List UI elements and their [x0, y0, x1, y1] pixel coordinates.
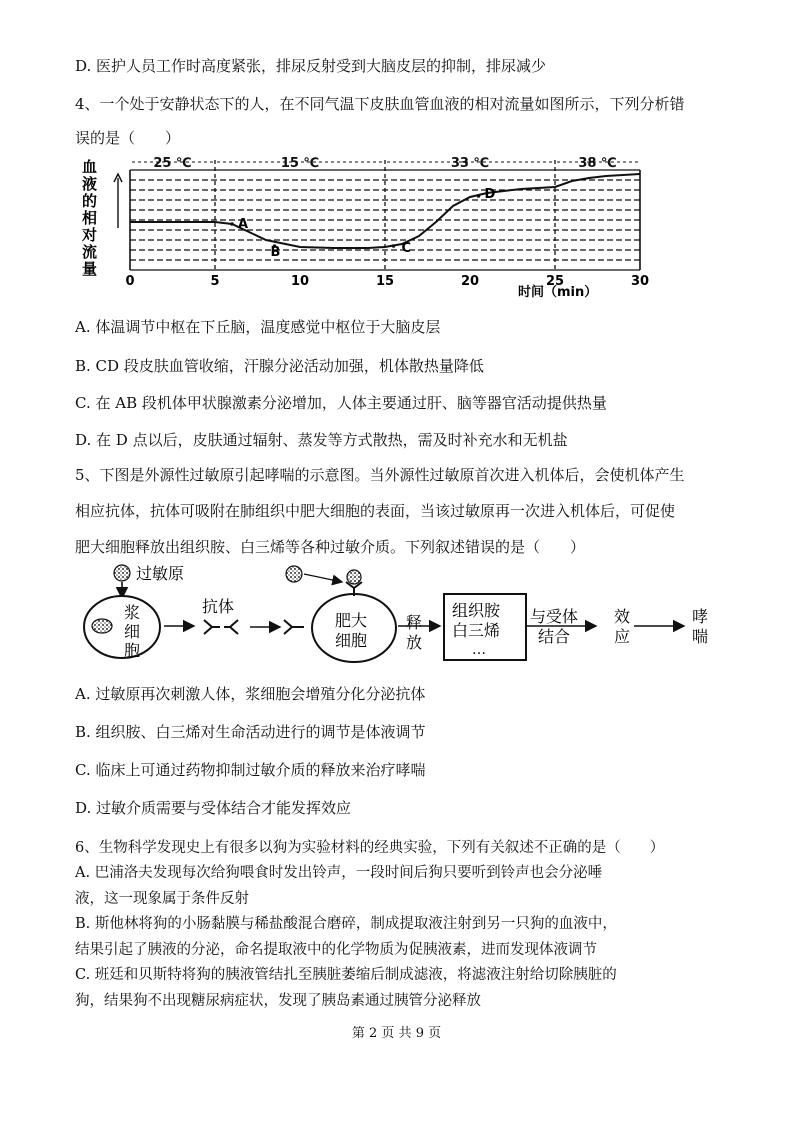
effect-label-2: 应	[614, 627, 631, 646]
x-tick-label: 5	[210, 274, 220, 289]
asthma-label-2: 喘	[692, 627, 709, 646]
plasma-cell-nucleus-icon	[92, 619, 112, 633]
point-label: C	[401, 241, 412, 256]
antibody-icon	[204, 620, 238, 634]
mast-cell-label-1: 肥大	[335, 611, 368, 630]
temperature-bands	[132, 156, 638, 270]
page-footer: 第 2 页 共 9 页	[351, 1026, 442, 1041]
q5-option-b: B. 组织胺、白三烯对生命活动进行的调节是体液调节	[75, 723, 426, 741]
ylabel-char: 血	[82, 158, 98, 176]
blood-flow-chart	[78, 148, 658, 300]
point-marker	[392, 244, 396, 248]
q4-option-d: D. 在 D 点以后，皮肤通过辐射、蒸发等方式散热，需及时补充水和无机盐	[75, 431, 568, 449]
point-marker	[230, 222, 234, 226]
x-tick-label: 20	[460, 274, 480, 289]
curve-points	[230, 187, 495, 260]
ylabel-char: 对	[82, 226, 98, 244]
ylabel-char: 流	[82, 243, 98, 261]
point-label: D	[484, 187, 496, 202]
q4-option-a: A. 体温调节中枢在下丘脑，温度感觉中枢位于大脑皮层	[75, 318, 441, 336]
bound-allergen-icon	[347, 570, 361, 584]
q4-option-b: B. CD 段皮肤血管收缩，汗腺分泌活动加强，机体散热量降低	[75, 357, 484, 375]
q5-stem-line2: 相应抗体，抗体可吸附在肺组织中肥大细胞的表面，当该过敏原再一次进入机体后，可促使	[75, 502, 676, 520]
release-label-2: 放	[406, 633, 423, 652]
x-tick-label: 0	[125, 274, 135, 289]
mediator-leukotriene: 白三烯	[452, 621, 501, 640]
q5-stem-line1: 5、下图是外源性过敏原引起哮喘的示意图。当外源性过敏原首次进入机体后，会使机体产生	[75, 466, 685, 484]
ylabel-char: 液	[82, 175, 98, 193]
bound-antibody-icon	[284, 620, 304, 634]
point-marker	[477, 194, 481, 198]
x-tick-label: 30	[630, 274, 650, 289]
asthma-label-1: 哮	[692, 607, 709, 626]
q3-option-d: D. 医护人员工作时高度紧张，排尿反射受到大脑皮层的抑制，排尿减少	[75, 57, 547, 75]
q6-option-c-line1: C. 班廷和贝斯特将狗的胰液管结扎至胰脏萎缩后制成滤液，将滤液注射给切除胰脏的	[75, 967, 617, 983]
bind-receptor-label-2: 结合	[538, 627, 571, 646]
q4-stem-line2: 误的是（ ）	[75, 129, 181, 147]
mediator-histamine: 组织胺	[452, 601, 501, 620]
band-label: 33 ℃	[450, 156, 490, 171]
allergen-particle-2-icon	[286, 566, 302, 582]
q6-option-a-line2: 液，这一现象属于条件反射	[75, 891, 249, 907]
plasma-cell-label-1: 浆	[124, 603, 141, 622]
q6-option-b-line2: 结果引起了胰液的分泌，命名提取液中的化学物质为促胰液素，进而发现体液调节	[75, 942, 597, 958]
q6-option-a-line1: A. 巴浦洛夫发现每次给狗喂食时发出铃声，一段时间后狗只要听到铃声也会分泌唾	[75, 865, 603, 881]
x-tick-label: 25	[545, 274, 565, 289]
q5-stem-line3: 肥大细胞释放出组织胺、白三烯等各种过敏介质。下列叙述错误的是（ ）	[75, 538, 586, 556]
point-label: A	[238, 217, 249, 232]
q5-option-a: A. 过敏原再次刺激人体，浆细胞会增殖分化分泌抗体	[75, 685, 426, 703]
mast-cell-label-2: 细胞	[335, 631, 368, 650]
allergen-particle-icon	[114, 565, 130, 581]
plasma-cell-label-2: 细	[124, 622, 141, 641]
x-tick-label: 10	[290, 274, 310, 289]
q6-option-b-line1: B. 斯他林将狗的小肠黏膜与稀盐酸混合磨碎，制成提取液注射到另一只狗的血液中，	[75, 916, 617, 932]
bind-receptor-label-1: 与受体	[530, 607, 579, 626]
band-label: 38 ℃	[578, 156, 617, 171]
allergy-diagram	[78, 560, 718, 675]
release-label-1: 释	[406, 613, 423, 632]
ylabel-char: 量	[82, 260, 98, 278]
ylabel-char: 相	[82, 209, 98, 227]
plasma-cell-label-3: 胞	[124, 641, 141, 660]
band-label: 15 ℃	[280, 156, 320, 171]
point-label: B	[270, 245, 281, 260]
effect-label-1: 效	[614, 607, 631, 626]
q5-option-c: C. 临床上可通过药物抑制过敏介质的释放来治疗哮喘	[75, 761, 426, 779]
q6-option-c-line2: 狗，结果狗不出现糖尿病症状，发现了胰岛素通过胰管分泌释放	[75, 993, 481, 1009]
antibody-label: 抗体	[202, 597, 235, 616]
q4-stem-line1: 4、一个处于安静状态下的人，在不同气温下皮肤血管血液的相对流量如图所示，下列分析错	[75, 95, 685, 113]
x-tick-label: 15	[375, 274, 395, 289]
chart-ylabel	[81, 158, 122, 278]
allergen-label: 过敏原	[136, 564, 185, 583]
q6-stem: 6、生物科学发现史上有很多以狗为实验材料的经典实验，下列有关叙述不正确的是（ ）	[75, 840, 665, 856]
band-label: 25 ℃	[153, 156, 192, 171]
ylabel-char: 的	[82, 192, 98, 210]
q5-option-d: D. 过敏介质需要与受体结合才能发挥效应	[75, 799, 352, 817]
chart-xlabel: 时间（min）	[518, 285, 598, 300]
mediator-ellipsis: …	[472, 642, 486, 658]
q4-option-c: C. 在 AB 段机体甲状腺激素分泌增加，人体主要通过肝、脑等器官活动提供热量	[75, 394, 607, 412]
